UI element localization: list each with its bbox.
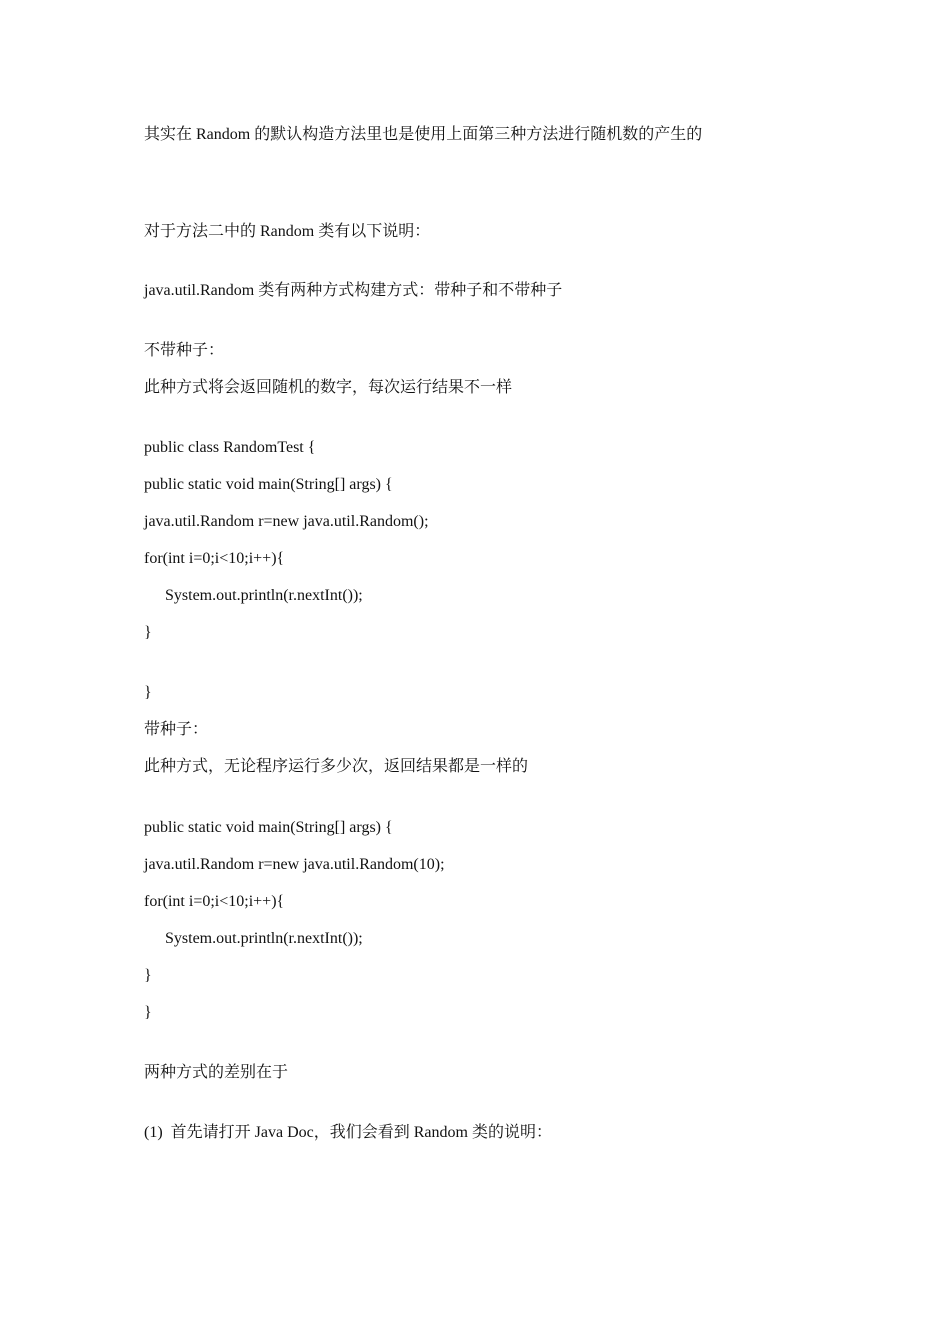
paragraph-no-seed-desc: 此种方式将会返回随机的数字，每次运行结果不一样 <box>144 379 513 396</box>
code-line: java.util.Random r=new java.util.Random(); <box>144 513 429 530</box>
paragraph-difference: 两种方式的差别在于 <box>144 1064 289 1081</box>
code-line: System.out.println(r.nextInt()); <box>165 587 363 604</box>
code-line: public static void main(String[] args) { <box>144 476 393 493</box>
heading-no-seed: 不带种子： <box>144 342 225 359</box>
heading-with-seed: 带种子： <box>144 721 209 738</box>
code-line: public static void main(String[] args) { <box>144 819 393 836</box>
code-line: java.util.Random r=new java.util.Random(10); <box>144 856 445 873</box>
paragraph-construction-ways: java.util.Random 类有两种方式构建方式：带种子和不带种子 <box>144 282 563 299</box>
code-line: } <box>144 967 152 984</box>
paragraph-with-seed-desc: 此种方式，无论程序运行多少次，返回结果都是一样的 <box>144 758 529 775</box>
paragraph-method-two-note: 对于方法二中的 Random 类有以下说明： <box>144 223 431 240</box>
code-line: for(int i=0;i<10;i++){ <box>144 893 285 910</box>
list-item-javadoc: (1) 首先请打开 Java Doc，我们会看到 Random 类的说明： <box>144 1124 552 1141</box>
code-line: System.out.println(r.nextInt()); <box>165 930 363 947</box>
code-line: for(int i=0;i<10;i++){ <box>144 550 285 567</box>
code-line: } <box>144 624 152 641</box>
code-line: } <box>144 684 152 701</box>
code-line: public class RandomTest { <box>144 439 316 456</box>
code-line: } <box>144 1004 152 1021</box>
paragraph-intro: 其实在 Random 的默认构造方法里也是使用上面第三种方法进行随机数的产生的 <box>144 126 703 143</box>
